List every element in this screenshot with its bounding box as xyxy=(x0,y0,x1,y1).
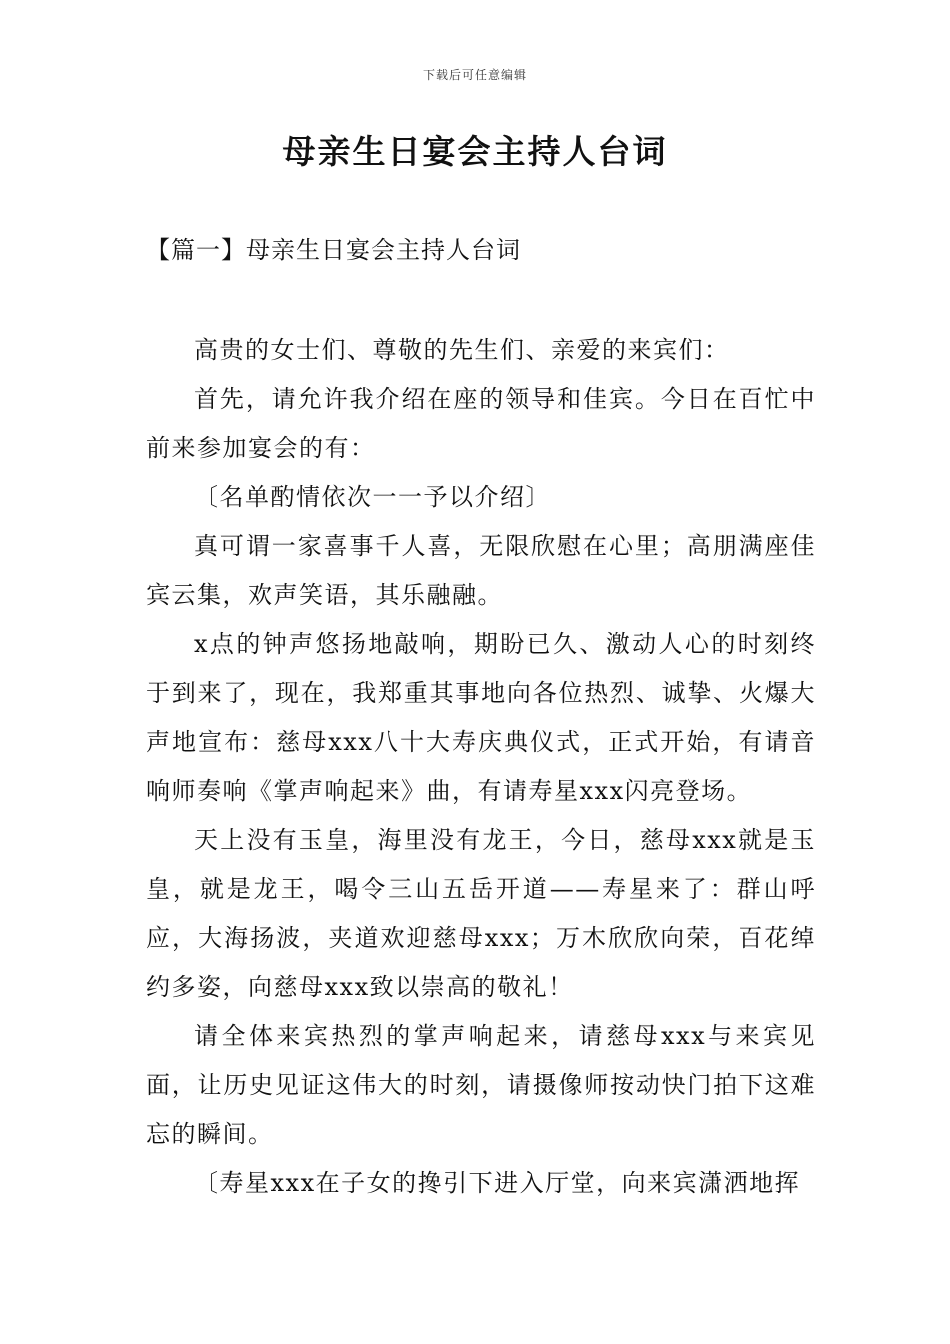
paragraph-celebration: 真可谓一家喜事千人喜，无限欣慰在心里；高朋满座佳宾云集，欢声笑语，其乐融融。 xyxy=(146,532,816,609)
paragraph-introduction: 首先，请允许我介绍在座的领导和佳宾。今日在百忙中前来参加宴会的有： xyxy=(146,385,816,462)
section-heading: 【篇一】母亲生日宴会主持人台词 xyxy=(146,236,521,264)
paragraph-applause: 请全体来宾热烈的掌声响起来，请慈母xxx与来宾见面，让历史见证这伟大的时刻，请摄像师按动快门拍下这难忘的瞬间。 xyxy=(146,1022,816,1148)
paragraph-welcome: 天上没有玉皇，海里没有龙王，今日，慈母xxx就是玉皇，就是龙王，喝令三山五岳开道——寿星来了：群山呼应，大海扬波，夹道欢迎慈母xxx；万木欣欣向荣，百花绰约多姿，向慈母xxx致以崇高的敬礼！ xyxy=(146,826,816,1001)
paragraph-opening: x点的钟声悠扬地敲响，期盼已久、激动人心的时刻终于到来了，现在，我郑重其事地向各位热烈、诚挚、火爆大声地宣布：慈母xxx八十大寿庆典仪式，正式开始，有请音响师奏响《掌声响起来》曲，有请寿星xxx闪亮登场。 xyxy=(146,630,816,805)
paragraph-guest-list-note: 〔名单酌情依次一一予以介绍〕 xyxy=(194,483,551,511)
paragraph-greeting: 高贵的女士们、尊敬的先生们、亲爱的来宾们： xyxy=(194,336,730,364)
paragraph-entrance: 〔寿星xxx在子女的搀引下进入厅堂，向来宾潇洒地挥 xyxy=(194,1169,801,1197)
document-title: 母亲生日宴会主持人台词 xyxy=(282,132,668,171)
document-body xyxy=(146,326,816,1208)
header-note: 下载后可任意编辑 xyxy=(422,68,527,82)
